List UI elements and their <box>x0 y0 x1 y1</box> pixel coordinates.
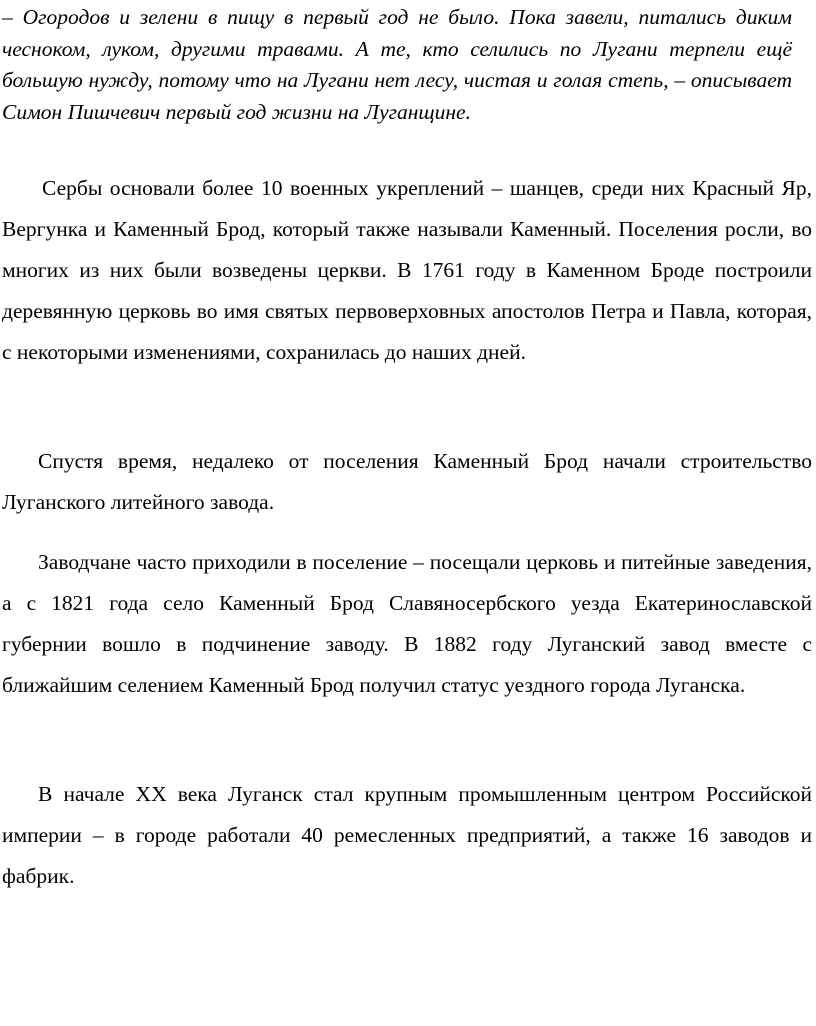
paragraph-serbs-fortifications: Сербы основали более 10 военных укреплений – шанцев, среди них Красный Яр, Вергунка и Каменный Брод, который также называли Каменный. Поселения росли, во многих из них были возведены церкви. В 1761 году в Каменном Броде построили деревянную церковь во имя святых первоверховных апостолов Петра и Павла, которая, с некоторыми изменениями, сохранилась до наших дней. <box>2 176 812 364</box>
paragraph-factory-workers: Заводчане часто приходили в поселение – посещали церковь и питейные заведения, а с 1821 года село Каменный Брод Славяносербского уезда Екатеринославской губернии вошло в подчинение заводу. В 1882 году Луганский завод вместе с ближайшим селением Каменный Брод получил статус уездного города Луганска. <box>2 550 812 697</box>
paragraph-foundry-construction: Спустя время, недалеко от поселения Каменный Брод начали строительство Луганского литейного завода. <box>2 449 812 514</box>
quote-paragraph: – Огородов и зелени в пищу в первый год не было. Пока завели, питались диким чесноком, луком, другими травами. А те, кто селились по Лугани терпели ещё большую нужду, потому что на Лугани нет лесу, чистая и голая степь, – описывает Симон Пишчевич первый год жизни на Луганщине. <box>2 5 792 124</box>
paragraph-industrial-center: В начале XX века Луганск стал крупным промышленным центром Российской империи – в городе работали 40 ремесленных предприятий, а также 16 заводов и фабрик. <box>2 782 812 888</box>
